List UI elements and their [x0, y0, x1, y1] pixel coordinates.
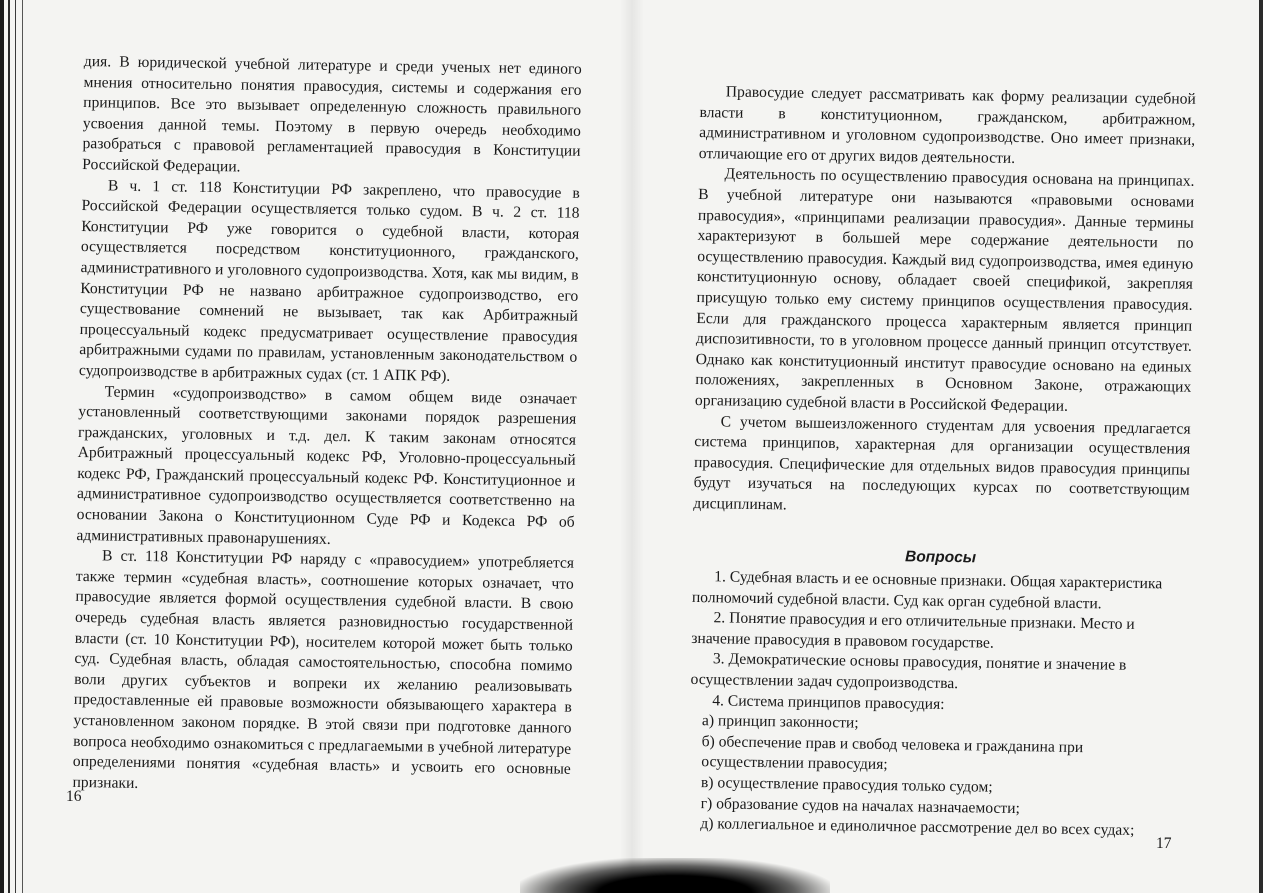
sub-item: в) осуществление правосудия только судом;	[700, 774, 993, 796]
paragraph: В ст. 118 Конституции РФ наряду с «правосудием» употребляется также термин «судебная власть», соотношение которых означает, что правосудие является формой осуществления судебной власти. В свою очередь судебная власть является разновидностью государственной власти (ст. 10 Конституции РФ), носителем которой может быть только суд. Судебная власть, обладая самостоятельностью, способна помимо воли других субъектов и вопреки их желанию реализовывать предоставленные ей правовые возможности обязывающего характера в установленном законом порядке. В этой связи при подготовке данного вопроса необходимо ознакомиться с предлагаемыми в учебной литературе определениями понятия «судебная власть» и усвоить его основные признаки.	[72, 547, 575, 792]
scan-shadow	[520, 858, 830, 893]
question-item: 1. Судебная власть и ее основные признаки. Общая характеристика полномочий судебной власти. Суд как орган судебной власти.	[691, 568, 1163, 613]
sub-item: а) принцип законности;	[701, 712, 859, 732]
left-page	[72, 52, 582, 801]
sub-item: д) коллегиальное и единоличное рассмотрение дел во всех судах;	[700, 815, 1135, 840]
paragraph: дия. В юридической учебной литературе и среди ученых нет единого мнения относительно понятия правосудия, системы и содержания его принципов. Все это вызывает определенную сложность правильного усвоения данной темы. Поэтому в первую очередь необходимо разобраться с правовой регламентацией правосудия в Конституции Российской Федерации.	[82, 52, 582, 176]
right-page	[688, 82, 1196, 842]
page-number: 17	[1156, 835, 1172, 852]
sub-item: б) обеспечение прав и свобод человека и гражданина при осуществлении правосудия;	[701, 732, 1084, 774]
questions-list	[688, 567, 1188, 842]
paragraph: Деятельность по осуществлению правосудия основана на принципах. В учебной литературе они называются «правовыми основами правосудия», «принципами реализации правосудия». Данные термины характеризуют в большей мере содержание деятельности по осуществлению правосудия. Каждый вид судопроизводства, имея единую конституционную основу, обладает своей спецификой, закрепляя присущую только ему систему принципов осуществления правосудия. Если для гражданского процесса характерным является принцип диспозитивности, то в уголовном процессе данный принцип отсутствует. Однако как конституционный институт правосудие основано на единых положениях, закрепленных в Основном Законе, отражающих организацию судебной власти в Российской Федерации.	[694, 165, 1195, 415]
section-heading: Вопросы	[904, 548, 977, 567]
paragraph: С учетом вышеизложенного студентам для усвоения предлагается система принципов, характерная для организации осуществления правосудия. Специфические для отдельных видов правосудия принципы будут изучаться на последующих курсах по соответствующим дисциплинам.	[693, 412, 1191, 514]
question-item: 2. Понятие правосудия и его отличительные признаки. Место и значение правосудия в правовом государстве.	[691, 609, 1135, 652]
sub-item: г) образование судов на началах назначаемости;	[700, 794, 1021, 817]
question-item: 3. Демократические основы правосудия, понятие и значение в осуществлении задач судопроизводства.	[690, 650, 1127, 693]
book-spine	[620, 0, 644, 893]
paragraph: Правосудие следует рассматривать как форму реализации судебной власти в конституционном, гражданском, арбитражном, административном и уголовном судопроизводстве. Оно имеет признаки, отличающие его от других видов деятельности.	[698, 83, 1196, 167]
question-item: 4. Система принципов правосудия:	[712, 691, 945, 713]
page-number: 16	[66, 788, 82, 805]
paragraph: Термин «судопроизводство» в самом общем виде означает установленный соответствующими законами порядок разрешения гражданских, уголовных и т.д. дел. К таким законам относятся Арбитражный процессуальный кодекс РФ, Уголовно-процессуальный кодекс РФ, Гражданский процессуальный кодекс РФ. Конституционное и административное судопроизводство осуществляется соответственно на основании Закона о Конституционном Суде РФ и Кодекса РФ об административных правонарушениях.	[76, 382, 577, 548]
scan-binding-edge	[0, 0, 38, 893]
paragraph: В ч. 1 ст. 118 Конституции РФ закреплено, что правосудие в Российской Федерации осуществляется только судом. В ч. 2 ст. 118 Конституции РФ уже говорится о судебной власти, которая осуществляется посредством конституционного, гражданского, административного и уголовного судопроизводства. Хотя, как мы видим, в Конституции РФ не названо арбитражное судопроизводство, его существование сомнений не вызывает, так как Арбитражный процессуальный кодекс предусматривает осуществление правосудия арбитражными судами по правилам, установленным законодательством о судопроизводстве в арбитражных судах (ст. 1 АПК РФ).	[78, 176, 580, 385]
scan-right-edge	[1259, 0, 1263, 893]
